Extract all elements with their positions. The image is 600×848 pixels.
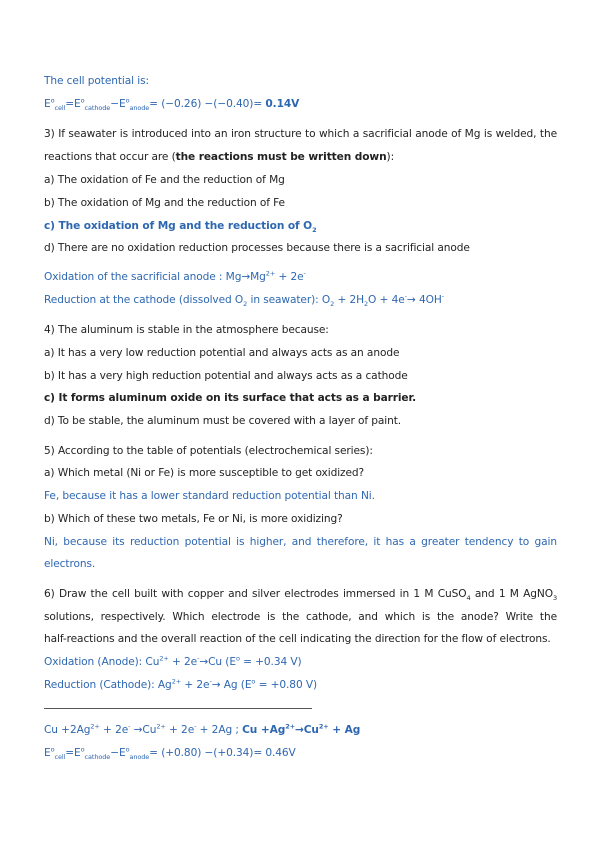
q3-option-d: d) There are no oxidation reduction processes because there is a sacrificial anode	[44, 242, 470, 254]
q6-question-line1: 6) Draw the cell built with copper and silver electrodes immersed in 1 M CuSO$_4$ and 1 M AgNO$_3$	[44, 588, 557, 603]
q4-option-b: b) It has a very high reduction potential and always acts as a cathode	[44, 370, 408, 382]
q3-oxidation-reaction: Oxidation of the sacrificial anode : $Mg\to Mg^{2+} + 2e^-$	[44, 269, 306, 283]
q4-option-d: d) To be stable, the aluminum must be covered with a layer of paint.	[44, 415, 402, 427]
divider-line	[44, 708, 312, 709]
q4-option-c-answer: c) It forms aluminum oxide on its surface that acts as a barrier.	[44, 392, 417, 404]
cell-potential-intro: The cell potential is:	[44, 75, 149, 87]
q3-option-c-answer: c) The oxidation of Mg and the reduction of $O_2$	[44, 220, 317, 235]
q6-question-line3: half-reactions and the overall reaction of the cell indicating the direction for the flow of electrons.	[44, 633, 551, 645]
q6-overall-reaction: $Cu +2Ag^{2+} + 2e^- \to Cu^{2+} + 2e^- + 2Ag$ ; $Cu +Ag^{2+}\to Cu^{2+} + Ag$	[44, 722, 361, 736]
cell-potential-equation: $E^o_{cell}=E^o_{cathode}-E^o_{anode}= (-0.26) -(-0.40)= 0.14V$	[44, 96, 300, 113]
q6-oxidation-anode: Oxidation (Anode): $Cu^{2+} + 2e^-\to Cu$ ($E^o = +0.34$ V)	[44, 654, 302, 668]
q4-option-a: a) It has a very low reduction potential and always acts as an anode	[44, 347, 400, 359]
q6-cell-potential: $E^o_{cell}=E^o_{cathode}-E^o_{anode}= (+0.80) -(+0.34)= 0.46V$	[44, 745, 296, 762]
q5-question: 5) According to the table of potentials (electrochemical series):	[44, 445, 373, 457]
q3-question-line2: reactions that occur are (the reactions must be written down):	[44, 151, 395, 163]
q5-part-b: b) Which of these two metals, Fe or Ni, is more oxidizing?	[44, 513, 343, 525]
q5-answer-a: Fe, because it has a lower standard reduction potential than Ni.	[44, 490, 375, 502]
q3-question-line1: 3) If seawater is introduced into an iron structure to which a sacrificial anode of Mg is welded, the	[44, 128, 557, 140]
q5-part-a: a) Which metal (Ni or Fe) is more susceptible to get oxidized?	[44, 467, 365, 479]
q3-option-b: b) The oxidation of Mg and the reduction of Fe	[44, 197, 285, 209]
q6-reduction-cathode: Reduction (Cathode): $Ag^{2+} + 2e^-\to Ag$ ($E^o = +0.80$ V)	[44, 677, 318, 691]
q3-reduction-reaction: Reduction at the cathode (dissolved $O_2$ in seawater): $O_2 + 2H_2O + 4e^-\to 4OH^-$	[44, 292, 444, 309]
q4-question: 4) The aluminum is stable in the atmosphere because:	[44, 324, 329, 336]
q3-option-a: a) The oxidation of Fe and the reduction of Mg	[44, 174, 285, 186]
q6-question-line2: solutions, respectively. Which electrode is the cathode, and which is the anode? Write the	[44, 611, 557, 623]
q5-answer-b-line1: Ni, because its reduction potential is higher, and therefore, it has a greater tendency to gain	[44, 536, 557, 548]
q5-answer-b-line2: electrons.	[44, 558, 96, 570]
cell-potential-result: 0.14V	[265, 98, 300, 110]
